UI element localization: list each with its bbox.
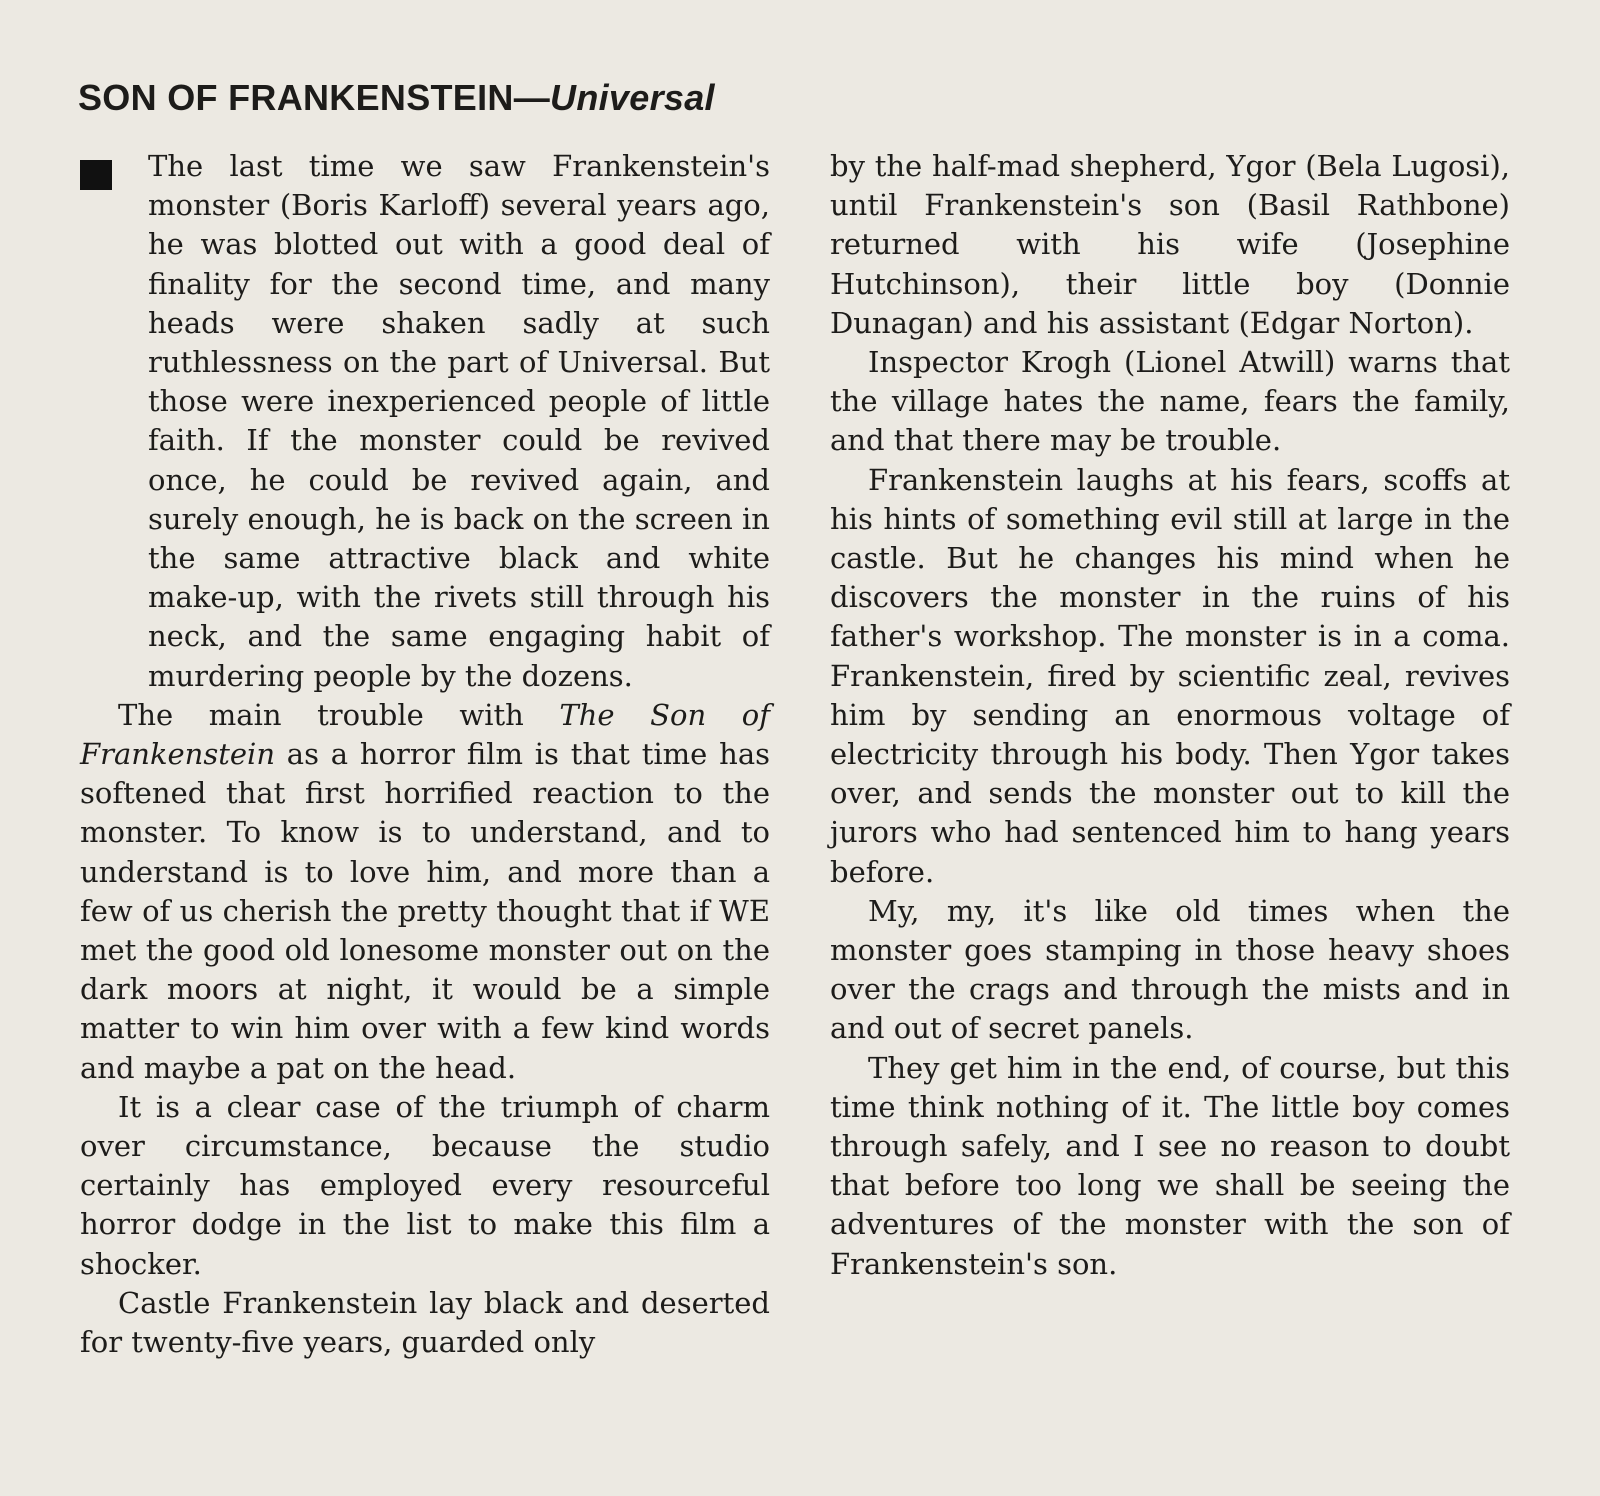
film-title: SON OF FRANKENSTEIN bbox=[78, 77, 514, 118]
paragraph-8: They get him in the end, of course, but this time think nothing of it. The little boy comes through safely, and I see no reason to doubt that before too long we shall be seeing the adventures of the monster with the son of Frankenstein's son. bbox=[830, 1050, 1510, 1281]
article-headline bbox=[78, 70, 715, 126]
lead-square-icon bbox=[80, 160, 112, 190]
paragraph-4-continued: by the half-mad shepherd, Ygor (Bela Lugosi), until Frankenstein's son (Basil Rathbone) returned with his wife (Josephine Hutchinson), their little boy (Donnie Dunagan) and his assistant (Edgar Norton). bbox=[830, 149, 1510, 340]
film-title-italic: The Son of Frankenstein bbox=[80, 697, 770, 772]
studio-name: Universal bbox=[550, 77, 715, 118]
paragraph-7: My, my, it's like old times when the monster goes stamping in those heavy shoes over the crags and through the mists and in and out of secret panels. bbox=[830, 893, 1510, 1046]
left-column bbox=[80, 147, 770, 1362]
paragraph-2-lead: The main trouble with bbox=[118, 697, 560, 732]
paragraph-2-rest: as a horror film is that time has softened that first horrified reaction to the monster. To know is to understand, and to understand is to love him, and more than a few of us cherish the pretty thought that if WE met the good old lonesome monster out on the dark moors at night, it would be a simple matter to win him over with a few kind words and maybe a pat on the head. bbox=[80, 737, 770, 1085]
paragraph-6: Frankenstein laughs at his fears, scoffs at his hints of something evil still at large in the castle. But he changes his mind when he discovers the monster in the ruins of his father's workshop. The monster is in a coma. Frankenstein, fired by scientific zeal, revives him by sending an enormous voltage of electricity through his body. Then Ygor takes over, and sends the monster out to kill the jurors who had sentenced him to hang years before. bbox=[830, 462, 1510, 889]
paragraph-5: Inspector Krogh (Lionel Atwill) warns that the village hates the name, fears the family, and that there may be trouble. bbox=[830, 345, 1510, 458]
paragraph-2 bbox=[80, 696, 770, 1088]
paragraph-4: Castle Frankenstein lay black and deserted for twenty-five years, guarded only bbox=[80, 1285, 770, 1360]
title-separator: — bbox=[513, 77, 551, 118]
paragraph-3: It is a clear case of the triumph of charm over circumstance, because the studio certainly has employed every resourceful horror dodge in the list to make this film a shocker. bbox=[80, 1089, 770, 1281]
paragraph-1: The last time we saw Frankenstein's monster (Boris Karloff) several years ago, he was blotted out with a good deal of finality for the second time, and many heads were shaken sadly at such ruthlessness on the part of Universal. But those were inexperienced people of little faith. If the monster could be revived once, he could be revived again, and surely enough, he is back on the screen in the same attractive black and white make-up, with the rivets still through his neck, and the same engaging habit of murdering people by the dozens. bbox=[148, 149, 770, 693]
right-column bbox=[830, 147, 1510, 1284]
